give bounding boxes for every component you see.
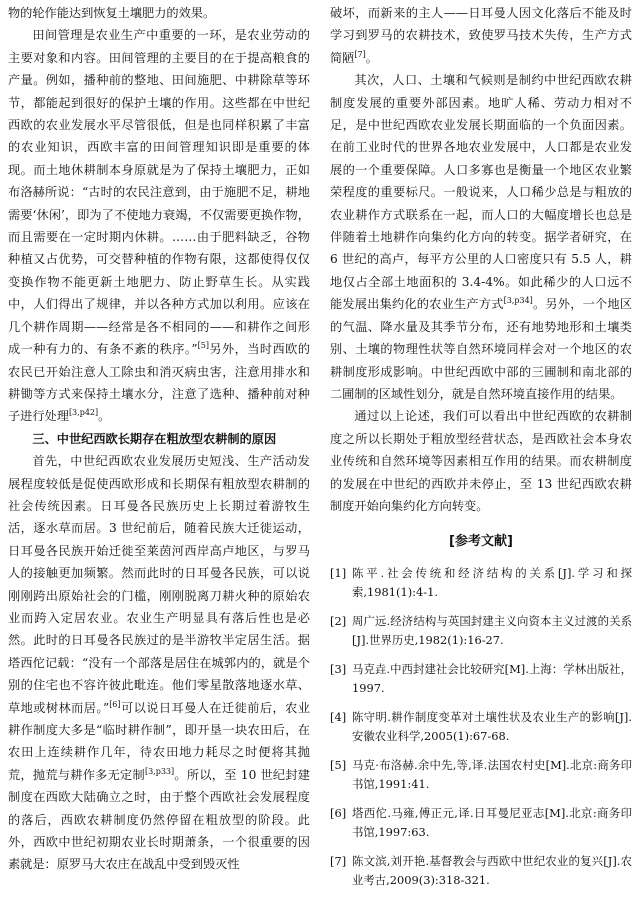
paragraph-continuation: [330, 2, 632, 69]
paragraph-text: 。: [365, 50, 378, 65]
section-heading: 三、中世纪西欧长期存在粗放型农耕制的原因: [32, 431, 277, 446]
paragraph-text: 破坏，而新来的主人——日耳曼人因文化落后不能及时学习到罗马的农耕技术，致使罗马技术失传，生产方式简陋: [330, 6, 632, 65]
paragraph-text: 首先，中世纪西欧农业发展历史短浅、生产活动发展程度较低是促使西欧形成和长期保有粗放型农耕制的社会传统因素。日耳曼各民族历史上长期过着游牧生活，逐水草而居。3 世纪前后，随着民族大迁徙运动，日耳曼各民族开始迁徙至莱茵河西岸高卢地区，与罗马人的接触更加频繁。然而此时的日耳曼各民族，可以说刚刚跨出原始社会的门槛，刚刚脱离刀耕火种的原始农业而跨入定居农业。农业生产明显具有落后性也是必然。此时的日耳曼各民族过的是半游牧半定居生活。据塔西佗记载：“没有一个部落是居住在城郭内的，就是个别的住宅也不容许彼此毗连。他们零星散落地逐水草、草地或树林而居。”: [8, 454, 310, 715]
reference-item: [330, 660, 632, 698]
reference-number: [6]: [330, 805, 347, 820]
reference-number: [7]: [330, 853, 347, 868]
citation: [6]: [109, 699, 121, 709]
reference-number: [3]: [330, 661, 347, 676]
reference-text: 塔西佗.马雍,傅正元,译.日耳曼尼亚志[M].北京:商务印书馆,1997:63.: [352, 805, 632, 839]
left-column: [8, 2, 310, 876]
paragraph-text: 其次，人口、土壤和气候则是制约中世纪西欧农耕制度发展的重要外部因素。地旷人稀、劳动力相对不足，是中世纪西欧农业发展长期面临的一个负面因素。在前工业时代的世界各地农业发展中，人口都是农业发展的一个重要保障。人口多寡也是衡量一个地区农业繁荣程度的重要标尺。一般说来，人口稀少总是与粗放的农业耕作方式联系在一起，而人口的大幅度增长也总是伴随着土地耕作向集约化方向的转变。据学者研究，在 6 世纪的高卢，每平方公里的人口密度只有 5.5 人，耕地仅占全部土地面积的 3.4-4%。如此稀少的人口远不能发展出集约化的农业生产方式: [330, 73, 632, 312]
reference-text: 陈守明.耕作制度变革对土壤性状及农业生产的影响[J].安徽农业科学,2005(1):67-68.: [352, 709, 632, 743]
reference-item: [330, 852, 632, 890]
paragraph-text: 物的轮作能达到恢复土壤肥力的效果。: [8, 6, 216, 20]
paragraph-text: 。所以，至 10 世纪封建制度在西欧大陆确立之时，由于整个西欧社会发展程度的落后，西欧农耕制度仍然停留在粗放型的阶段。此外，西欧中世纪初期农业长时期萧条，一个很重要的因素就是：原罗马大农庄在战乱中受到毁灭性: [8, 767, 310, 872]
reference-item: [330, 804, 632, 842]
right-column: [330, 2, 632, 900]
paragraph-first-reason: [8, 450, 310, 876]
reference-text: 马克·布洛赫.余中先,等,译.法国农村史[M].北京:商务印书馆,1991:41.: [352, 757, 632, 791]
reference-number: [5]: [330, 757, 347, 772]
paragraph-text: 可以说日耳曼人在迁徙前后，农业耕作制度大多是“临时耕作制”，即开垦一块农田后，在农田上连续耕作几年，待农田地力耗尽之时便将其抛荒，抛荒与耕作多无定制: [8, 700, 310, 782]
reference-item: [330, 708, 632, 746]
reference-item: [330, 612, 632, 650]
citation: [3,p42]: [68, 408, 99, 418]
references-title: [参考文献]: [449, 534, 513, 550]
reference-item: [330, 756, 632, 794]
reference-list: [330, 564, 632, 890]
paragraph-text: 另外，当时西欧的农民已开始注意人工除虫和消灭病虫害，注意用排水和耕锄等方式来保持土壤水分，注意了选种、播种前对种子进行处理: [8, 342, 311, 424]
citation: [3,p34]: [503, 296, 533, 306]
reference-number: [2]: [330, 613, 347, 628]
reference-text: 陈平.社会传统和经济结构的关系[J].学习和探索,1981(1):4-1.: [352, 565, 632, 599]
citation: [3,p33]: [144, 766, 175, 776]
reference-item: [330, 564, 632, 602]
paragraph-field-management: [8, 24, 310, 427]
paragraph-continuation: [8, 2, 310, 24]
paragraph-text: 。另外，一个地区的气温、降水量及其季节分布，还有地势地形和土壤类别、土壤的物理性状等自然环境同样会对一个地区的农耕制度形成影响。中世纪西欧中部的三圃制和南北部的二圃制的区域性划分，就是自然环境直接作用的结果。: [330, 297, 633, 401]
reference-text: 陈文滨,刘开艳.基督教会与西欧中世纪农业的复兴[J].农业考古,2009(3):318-321.: [352, 853, 632, 887]
paragraph-conclusion: 通过以上论述，我们可以看出中世纪西欧的农耕制度之所以长期处于粗放型经营状态，是西欧社会本身农业传统和自然环境等因素相互作用的结果。而农耕制度的发展在中世纪的西欧并未停止，至 13 世纪西欧农耕制度开始向集约化方向转变。: [330, 409, 632, 513]
citation: [7]: [354, 49, 366, 59]
reference-number: [1]: [330, 565, 347, 580]
reference-text: 马克垚.中西封建社会比较研究[M].上海：学林出版社，1997.: [352, 661, 632, 695]
reference-number: [4]: [330, 709, 347, 724]
paragraph-text: 田间管理是农业生产中重要的一环，是农业劳动的主要对象和内容。田间管理的主要目的在于提高粮食的产量。例如，播种前的整地、田间施肥、中耕除草等环节，都能起到很好的保护土壤的作用。这些都在中世纪西欧的农业发展水平尽管很低，但是也同样积累了丰富的农业知识，西欧丰富的田间管理知识即是重要的体现。而土地休耕制本身原就是为了保持土壤肥力，正如布洛赫所说：“古时的农民注意到，由于施肥不足，耕地需要‘休闲’，即为了不使地力衰竭，不仅需要更换作物，而且需要在一定时期内休耕。……由于肥料缺乏，谷物种植又占优势，可交替种植的作物有限，这都使得仅仅变换作物不能更新土地肥力、防止野草生长。从实践中，人们得出了规律，并以各种方式加以利用。应该在几个耕作周期——经常是各不相同的——和耕作之间形成一种有力的、有条不紊的秩序。”: [8, 28, 310, 357]
reference-text: 周广远.经济结构与英国封建主义向资本主义过渡的关系[J].世界历史,1982(1):16-27.: [352, 613, 632, 647]
paragraph-text: 。: [98, 409, 111, 424]
citation: [5]: [197, 341, 209, 351]
paragraph-second-reason: [330, 69, 632, 405]
